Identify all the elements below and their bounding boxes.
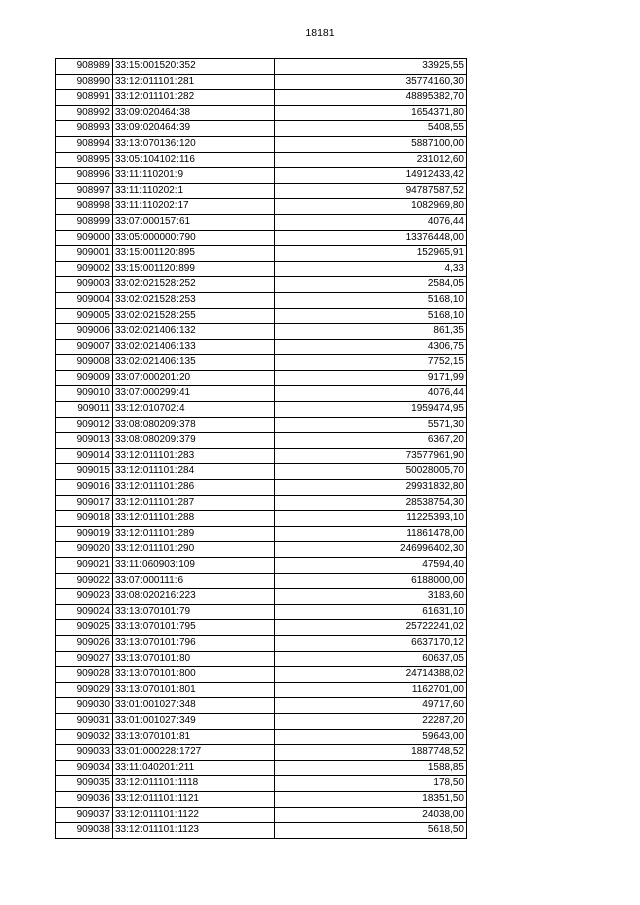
row-id-cell: 909034 [56,760,113,776]
cadastral-number-cell: 33:12:011101:1123 [113,823,275,839]
row-id-cell: 908996 [56,168,113,184]
row-id-cell: 909016 [56,480,113,496]
value-cell: 5618,50 [275,823,467,839]
value-cell: 5168,10 [275,308,467,324]
value-cell: 73577961,90 [275,448,467,464]
table-row [56,59,467,75]
row-id-cell: 909014 [56,448,113,464]
cadastral-number-cell: 33:15:001520:352 [113,59,275,75]
value-cell: 4,33 [275,261,467,277]
table-row [56,448,467,464]
row-id-cell: 909018 [56,511,113,527]
cadastral-number-cell: 33:12:011101:281 [113,74,275,90]
table-row [56,261,467,277]
table-row [56,760,467,776]
table-row [56,807,467,823]
value-cell: 47594,40 [275,558,467,574]
cadastral-number-cell: 33:11:040201:211 [113,760,275,776]
value-cell: 18351,50 [275,791,467,807]
cadastral-number-cell: 33:12:011101:282 [113,90,275,106]
cadastral-number-cell: 33:12:011101:1121 [113,791,275,807]
table-row [56,480,467,496]
row-id-cell: 908999 [56,214,113,230]
value-cell: 25722241,02 [275,620,467,636]
row-id-cell: 909008 [56,355,113,371]
row-id-cell: 909029 [56,682,113,698]
table-row [56,651,467,667]
cadastral-number-cell: 33:09:020464:38 [113,105,275,121]
cadastral-number-cell: 33:13:070101:80 [113,651,275,667]
row-id-cell: 908993 [56,121,113,137]
cadastral-number-cell: 33:02:021528:252 [113,277,275,293]
table-row [56,635,467,651]
table-row [56,526,467,542]
row-id-cell: 909015 [56,464,113,480]
cadastral-number-cell: 33:12:011101:284 [113,464,275,480]
table-row [56,713,467,729]
value-cell: 5887100,00 [275,136,467,152]
row-id-cell: 908989 [56,59,113,75]
row-id-cell: 909012 [56,417,113,433]
value-cell: 1082969,80 [275,199,467,215]
value-cell: 1162701,00 [275,682,467,698]
cadastral-number-cell: 33:02:021406:133 [113,339,275,355]
cadastral-number-cell: 33:12:011101:289 [113,526,275,542]
cadastral-number-cell: 33:12:011101:290 [113,542,275,558]
value-cell: 9171,99 [275,370,467,386]
table-row [56,667,467,683]
table-row [56,558,467,574]
cadastral-number-cell: 33:07:000111:6 [113,573,275,589]
table-body [56,59,467,839]
value-cell: 35774160,30 [275,74,467,90]
value-cell: 6637170,12 [275,635,467,651]
table-row [56,90,467,106]
table-row [56,74,467,90]
table-row [56,495,467,511]
value-cell: 49717,60 [275,698,467,714]
row-id-cell: 909000 [56,230,113,246]
value-cell: 28538754,30 [275,495,467,511]
cadastral-number-cell: 33:13:070101:79 [113,604,275,620]
cadastral-number-cell: 33:12:011101:287 [113,495,275,511]
row-id-cell: 909004 [56,292,113,308]
cadastral-number-cell: 33:02:021528:255 [113,308,275,324]
table-row [56,230,467,246]
row-id-cell: 908994 [56,136,113,152]
value-cell: 5408,55 [275,121,467,137]
row-id-cell: 909028 [56,667,113,683]
row-id-cell: 909031 [56,713,113,729]
table-row [56,292,467,308]
row-id-cell: 909020 [56,542,113,558]
value-cell: 29931832,80 [275,480,467,496]
cadastral-number-cell: 33:05:104102:116 [113,152,275,168]
row-id-cell: 909033 [56,745,113,761]
row-id-cell: 908997 [56,183,113,199]
cadastral-number-cell: 33:05:000000:790 [113,230,275,246]
cadastral-number-cell: 33:13:070101:81 [113,729,275,745]
row-id-cell: 909035 [56,776,113,792]
value-cell: 152965,91 [275,246,467,262]
value-cell: 1588,85 [275,760,467,776]
row-id-cell: 909002 [56,261,113,277]
table-row [56,823,467,839]
cadastral-number-cell: 33:12:011101:1118 [113,776,275,792]
value-cell: 60637,05 [275,651,467,667]
value-cell: 4306,75 [275,339,467,355]
cadastral-number-cell: 33:11:060903:109 [113,558,275,574]
table-row [56,745,467,761]
value-cell: 33925,55 [275,59,467,75]
cadastral-number-cell: 33:02:021528:253 [113,292,275,308]
table-row [56,339,467,355]
value-cell: 231012,60 [275,152,467,168]
value-cell: 14912433,42 [275,168,467,184]
row-id-cell: 909010 [56,386,113,402]
row-id-cell: 909011 [56,402,113,418]
page-number: 18181 [305,27,335,39]
row-id-cell: 909027 [56,651,113,667]
cadastral-number-cell: 33:13:070101:795 [113,620,275,636]
cadastral-number-cell: 33:12:011101:286 [113,480,275,496]
cadastral-number-cell: 33:13:070136:120 [113,136,275,152]
table-row [56,246,467,262]
value-cell: 11225393,10 [275,511,467,527]
table-row [56,791,467,807]
row-id-cell: 909036 [56,791,113,807]
value-cell: 3183,60 [275,589,467,605]
row-id-cell: 908998 [56,199,113,215]
cadastral-number-cell: 33:09:020464:39 [113,121,275,137]
cadastral-number-cell: 33:01:001027:348 [113,698,275,714]
value-cell: 5571,30 [275,417,467,433]
cadastral-number-cell: 33:08:080209:378 [113,417,275,433]
cadastral-number-cell: 33:07:000157:61 [113,214,275,230]
row-id-cell: 909038 [56,823,113,839]
table-row [56,386,467,402]
row-id-cell: 909006 [56,324,113,340]
row-id-cell: 908990 [56,74,113,90]
cadastral-number-cell: 33:02:021406:135 [113,355,275,371]
row-id-cell: 908992 [56,105,113,121]
value-cell: 861,35 [275,324,467,340]
value-cell: 246996402,30 [275,542,467,558]
row-id-cell: 909032 [56,729,113,745]
row-id-cell: 909003 [56,277,113,293]
row-id-cell: 909023 [56,589,113,605]
table-row [56,136,467,152]
value-cell: 6367,20 [275,433,467,449]
row-id-cell: 909017 [56,495,113,511]
table-row [56,199,467,215]
row-id-cell: 909025 [56,620,113,636]
value-cell: 1654371,80 [275,105,467,121]
cadastral-number-cell: 33:07:000201:20 [113,370,275,386]
table-row [56,589,467,605]
cadastral-number-cell: 33:13:070101:800 [113,667,275,683]
table-row [56,776,467,792]
value-cell: 11861478,00 [275,526,467,542]
value-cell: 59643,00 [275,729,467,745]
table-row [56,121,467,137]
data-table [55,58,467,839]
table-row [56,168,467,184]
value-cell: 178,50 [275,776,467,792]
cadastral-number-cell: 33:11:110202:17 [113,199,275,215]
cadastral-number-cell: 33:12:011101:288 [113,511,275,527]
cadastral-number-cell: 33:11:110202:1 [113,183,275,199]
value-cell: 1887748,52 [275,745,467,761]
row-id-cell: 909001 [56,246,113,262]
value-cell: 94787587,52 [275,183,467,199]
value-cell: 50028005,70 [275,464,467,480]
value-cell: 6188000,00 [275,573,467,589]
table-row [56,152,467,168]
cadastral-number-cell: 33:13:070101:801 [113,682,275,698]
cadastral-number-cell: 33:12:010702:4 [113,402,275,418]
row-id-cell: 909026 [56,635,113,651]
row-id-cell: 908991 [56,90,113,106]
row-id-cell: 909013 [56,433,113,449]
value-cell: 1959474,95 [275,402,467,418]
row-id-cell: 909030 [56,698,113,714]
row-id-cell: 909037 [56,807,113,823]
cadastral-number-cell: 33:08:020216:223 [113,589,275,605]
value-cell: 22287,20 [275,713,467,729]
cadastral-number-cell: 33:07:000299:41 [113,386,275,402]
table-row [56,355,467,371]
row-id-cell: 909019 [56,526,113,542]
cadastral-number-cell: 33:02:021406:132 [113,324,275,340]
value-cell: 4076,44 [275,386,467,402]
value-cell: 2584,05 [275,277,467,293]
table-row [56,464,467,480]
value-cell: 24714388,02 [275,667,467,683]
cadastral-number-cell: 33:15:001120:899 [113,261,275,277]
table-row [56,417,467,433]
table-row [56,370,467,386]
cadastral-number-cell: 33:12:011101:283 [113,448,275,464]
cadastral-number-cell: 33:12:011101:1122 [113,807,275,823]
value-cell: 61631,10 [275,604,467,620]
value-cell: 4076,44 [275,214,467,230]
value-cell: 48895382,70 [275,90,467,106]
cadastral-number-cell: 33:08:080209:379 [113,433,275,449]
row-id-cell: 909022 [56,573,113,589]
cadastral-number-cell: 33:11:110201:9 [113,168,275,184]
table-row [56,729,467,745]
value-cell: 5168,10 [275,292,467,308]
table-row [56,433,467,449]
row-id-cell: 908995 [56,152,113,168]
table-row [56,214,467,230]
value-cell: 13376448,00 [275,230,467,246]
table-row [56,308,467,324]
row-id-cell: 909007 [56,339,113,355]
table-row [56,511,467,527]
table-row [56,698,467,714]
table-row [56,542,467,558]
table-row [56,277,467,293]
cadastral-number-cell: 33:01:000228:1727 [113,745,275,761]
row-id-cell: 909021 [56,558,113,574]
table-row [56,682,467,698]
table-row [56,620,467,636]
value-cell: 7752,15 [275,355,467,371]
table-row [56,573,467,589]
row-id-cell: 909009 [56,370,113,386]
value-cell: 24038,00 [275,807,467,823]
cadastral-number-cell: 33:15:001120:895 [113,246,275,262]
row-id-cell: 909024 [56,604,113,620]
cadastral-number-cell: 33:13:070101:796 [113,635,275,651]
table-row [56,183,467,199]
table-row [56,402,467,418]
row-id-cell: 909005 [56,308,113,324]
table-row [56,105,467,121]
table-row [56,324,467,340]
table-row [56,604,467,620]
cadastral-number-cell: 33:01:001027:349 [113,713,275,729]
